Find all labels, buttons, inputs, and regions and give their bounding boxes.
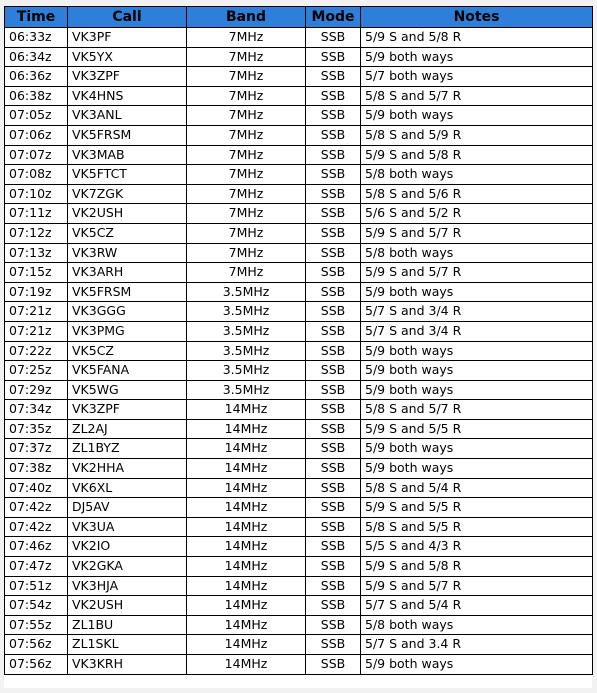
cell-time: 07:51z xyxy=(5,576,68,596)
cell-time: 07:55z xyxy=(5,615,68,635)
cell-band: 14MHz xyxy=(187,439,306,459)
table-row xyxy=(5,655,593,675)
cell-mode: SSB xyxy=(306,204,361,224)
cell-call: VK2IO xyxy=(68,537,187,557)
cell-mode: SSB xyxy=(306,184,361,204)
cell-time: 07:12z xyxy=(5,223,68,243)
cell-notes: 5/9 S and 5/8 R xyxy=(361,145,593,165)
header-notes: Notes xyxy=(361,7,593,28)
cell-band: 14MHz xyxy=(187,478,306,498)
cell-band: 7MHz xyxy=(187,86,306,106)
cell-call: VK3GGG xyxy=(68,302,187,322)
table-row xyxy=(5,67,593,87)
cell-time: 07:11z xyxy=(5,204,68,224)
cell-band: 14MHz xyxy=(187,459,306,479)
cell-mode: SSB xyxy=(306,47,361,67)
cell-time: 07:10z xyxy=(5,184,68,204)
cell-time: 06:38z xyxy=(5,86,68,106)
table-row xyxy=(5,86,593,106)
cell-band: 7MHz xyxy=(187,125,306,145)
cell-call: VK5CZ xyxy=(68,223,187,243)
cell-band: 3.5MHz xyxy=(187,302,306,322)
cell-time: 07:13z xyxy=(5,243,68,263)
cell-call: VK2HHA xyxy=(68,459,187,479)
cell-mode: SSB xyxy=(306,517,361,537)
cell-time: 07:42z xyxy=(5,498,68,518)
header-row xyxy=(5,7,593,28)
cell-band: 3.5MHz xyxy=(187,282,306,302)
cell-time: 06:33z xyxy=(5,28,68,48)
cell-band: 7MHz xyxy=(187,223,306,243)
table-row xyxy=(5,576,593,596)
cell-call: VK7ZGK xyxy=(68,184,187,204)
cell-call: VK2GKA xyxy=(68,557,187,577)
cell-mode: SSB xyxy=(306,145,361,165)
cell-call: VK5FANA xyxy=(68,361,187,381)
cell-notes: 5/8 S and 5/4 R xyxy=(361,478,593,498)
cell-call: ZL1BYZ xyxy=(68,439,187,459)
cell-call: VK4HNS xyxy=(68,86,187,106)
cell-band: 7MHz xyxy=(187,165,306,185)
cell-call: VK2USH xyxy=(68,204,187,224)
cell-time: 07:34z xyxy=(5,400,68,420)
table-row xyxy=(5,498,593,518)
cell-mode: SSB xyxy=(306,439,361,459)
cell-call: ZL1BU xyxy=(68,615,187,635)
cell-mode: SSB xyxy=(306,67,361,87)
cell-mode: SSB xyxy=(306,655,361,675)
cell-notes: 5/7 both ways xyxy=(361,67,593,87)
cell-time: 06:34z xyxy=(5,47,68,67)
cell-time: 07:05z xyxy=(5,106,68,126)
cell-call: VK3PMG xyxy=(68,321,187,341)
cell-notes: 5/7 S and 3/4 R xyxy=(361,302,593,322)
cell-time: 07:38z xyxy=(5,459,68,479)
cell-notes: 5/8 S and 5/9 R xyxy=(361,125,593,145)
table-row xyxy=(5,282,593,302)
cell-notes: 5/7 S and 3.4 R xyxy=(361,635,593,655)
cell-band: 3.5MHz xyxy=(187,321,306,341)
cell-notes: 5/9 both ways xyxy=(361,106,593,126)
cell-band: 14MHz xyxy=(187,537,306,557)
cell-mode: SSB xyxy=(306,223,361,243)
table-row xyxy=(5,28,593,48)
cell-call: VK5CZ xyxy=(68,341,187,361)
cell-mode: SSB xyxy=(306,596,361,616)
cell-notes: 5/9 both ways xyxy=(361,459,593,479)
table-row xyxy=(5,380,593,400)
table-row xyxy=(5,419,593,439)
cell-mode: SSB xyxy=(306,537,361,557)
cell-time: 07:29z xyxy=(5,380,68,400)
cell-time: 07:35z xyxy=(5,419,68,439)
cell-time: 07:40z xyxy=(5,478,68,498)
cell-mode: SSB xyxy=(306,635,361,655)
cell-time: 06:36z xyxy=(5,67,68,87)
header-time: Time xyxy=(5,7,68,28)
log-table xyxy=(4,6,593,675)
table-row xyxy=(5,204,593,224)
cell-band: 14MHz xyxy=(187,655,306,675)
table-row xyxy=(5,341,593,361)
cell-notes: 5/9 both ways xyxy=(361,361,593,381)
cell-notes: 5/9 S and 5/7 R xyxy=(361,576,593,596)
table-row xyxy=(5,263,593,283)
cell-mode: SSB xyxy=(306,498,361,518)
cell-notes: 5/6 S and 5/2 R xyxy=(361,204,593,224)
cell-notes: 5/7 S and 5/4 R xyxy=(361,596,593,616)
cell-time: 07:46z xyxy=(5,537,68,557)
contact-log xyxy=(4,6,592,688)
cell-mode: SSB xyxy=(306,576,361,596)
table-row xyxy=(5,243,593,263)
table-row xyxy=(5,302,593,322)
table-row xyxy=(5,557,593,577)
table-row xyxy=(5,47,593,67)
cell-call: VK3ZPF xyxy=(68,67,187,87)
cell-notes: 5/9 both ways xyxy=(361,655,593,675)
cell-time: 07:19z xyxy=(5,282,68,302)
table-row xyxy=(5,361,593,381)
cell-time: 07:08z xyxy=(5,165,68,185)
cell-mode: SSB xyxy=(306,400,361,420)
cell-call: VK3RW xyxy=(68,243,187,263)
cell-notes: 5/8 both ways xyxy=(361,165,593,185)
cell-time: 07:56z xyxy=(5,655,68,675)
table-row xyxy=(5,478,593,498)
cell-notes: 5/9 S and 5/8 R xyxy=(361,557,593,577)
cell-call: ZL2AJ xyxy=(68,419,187,439)
cell-band: 7MHz xyxy=(187,47,306,67)
cell-call: VK2USH xyxy=(68,596,187,616)
cell-band: 14MHz xyxy=(187,596,306,616)
header-mode: Mode xyxy=(306,7,361,28)
cell-time: 07:37z xyxy=(5,439,68,459)
cell-call: VK3PF xyxy=(68,28,187,48)
table-row xyxy=(5,400,593,420)
cell-call: VK3UA xyxy=(68,517,187,537)
table-row xyxy=(5,145,593,165)
table-row xyxy=(5,596,593,616)
cell-call: VK5YX xyxy=(68,47,187,67)
table-row xyxy=(5,165,593,185)
cell-call: VK5WG xyxy=(68,380,187,400)
table-row xyxy=(5,459,593,479)
cell-mode: SSB xyxy=(306,321,361,341)
cell-call: VK5FRSM xyxy=(68,282,187,302)
log-table-header xyxy=(5,7,593,28)
cell-time: 07:21z xyxy=(5,302,68,322)
cell-band: 14MHz xyxy=(187,635,306,655)
cell-mode: SSB xyxy=(306,263,361,283)
cell-time: 07:54z xyxy=(5,596,68,616)
cell-band: 7MHz xyxy=(187,243,306,263)
header-band: Band xyxy=(187,7,306,28)
table-row xyxy=(5,615,593,635)
cell-notes: 5/9 S and 5/8 R xyxy=(361,28,593,48)
cell-band: 7MHz xyxy=(187,184,306,204)
cell-time: 07:21z xyxy=(5,321,68,341)
cell-mode: SSB xyxy=(306,615,361,635)
cell-call: VK3ARH xyxy=(68,263,187,283)
cell-band: 14MHz xyxy=(187,400,306,420)
cell-call: VK3HJA xyxy=(68,576,187,596)
cell-call: VK6XL xyxy=(68,478,187,498)
cell-mode: SSB xyxy=(306,302,361,322)
cell-mode: SSB xyxy=(306,28,361,48)
header-call: Call xyxy=(68,7,187,28)
cell-time: 07:42z xyxy=(5,517,68,537)
cell-notes: 5/9 both ways xyxy=(361,282,593,302)
cell-call: VK5FRSM xyxy=(68,125,187,145)
cell-mode: SSB xyxy=(306,243,361,263)
cell-mode: SSB xyxy=(306,125,361,145)
table-row xyxy=(5,439,593,459)
cell-mode: SSB xyxy=(306,459,361,479)
cell-band: 14MHz xyxy=(187,419,306,439)
cell-notes: 5/8 both ways xyxy=(361,615,593,635)
cell-call: VK3KRH xyxy=(68,655,187,675)
cell-mode: SSB xyxy=(306,106,361,126)
cell-notes: 5/9 both ways xyxy=(361,341,593,361)
cell-call: DJ5AV xyxy=(68,498,187,518)
cell-mode: SSB xyxy=(306,380,361,400)
cell-mode: SSB xyxy=(306,361,361,381)
cell-mode: SSB xyxy=(306,557,361,577)
table-row xyxy=(5,184,593,204)
cell-band: 7MHz xyxy=(187,204,306,224)
cell-mode: SSB xyxy=(306,478,361,498)
cell-band: 7MHz xyxy=(187,67,306,87)
cell-notes: 5/9 both ways xyxy=(361,439,593,459)
table-row xyxy=(5,125,593,145)
cell-mode: SSB xyxy=(306,282,361,302)
cell-call: ZL1SKL xyxy=(68,635,187,655)
table-row xyxy=(5,223,593,243)
table-row xyxy=(5,321,593,341)
cell-mode: SSB xyxy=(306,419,361,439)
cell-notes: 5/9 both ways xyxy=(361,47,593,67)
cell-band: 14MHz xyxy=(187,615,306,635)
log-table-body xyxy=(5,28,593,675)
table-row xyxy=(5,537,593,557)
cell-mode: SSB xyxy=(306,165,361,185)
cell-band: 7MHz xyxy=(187,28,306,48)
cell-band: 7MHz xyxy=(187,106,306,126)
cell-time: 07:47z xyxy=(5,557,68,577)
cell-band: 3.5MHz xyxy=(187,380,306,400)
cell-band: 3.5MHz xyxy=(187,341,306,361)
cell-band: 14MHz xyxy=(187,576,306,596)
cell-time: 07:07z xyxy=(5,145,68,165)
cell-band: 7MHz xyxy=(187,145,306,165)
cell-notes: 5/9 S and 5/5 R xyxy=(361,419,593,439)
cell-band: 14MHz xyxy=(187,498,306,518)
cell-call: VK5FTCT xyxy=(68,165,187,185)
cell-notes: 5/9 S and 5/5 R xyxy=(361,498,593,518)
cell-notes: 5/5 S and 4/3 R xyxy=(361,537,593,557)
cell-time: 07:15z xyxy=(5,263,68,283)
table-row xyxy=(5,517,593,537)
cell-notes: 5/9 both ways xyxy=(361,380,593,400)
cell-notes: 5/8 S and 5/7 R xyxy=(361,400,593,420)
cell-notes: 5/8 S and 5/6 R xyxy=(361,184,593,204)
cell-band: 14MHz xyxy=(187,557,306,577)
cell-mode: SSB xyxy=(306,86,361,106)
cell-time: 07:06z xyxy=(5,125,68,145)
cell-band: 7MHz xyxy=(187,263,306,283)
cell-notes: 5/7 S and 3/4 R xyxy=(361,321,593,341)
cell-mode: SSB xyxy=(306,341,361,361)
cell-time: 07:25z xyxy=(5,361,68,381)
cell-band: 3.5MHz xyxy=(187,361,306,381)
table-row xyxy=(5,106,593,126)
cell-notes: 5/8 S and 5/7 R xyxy=(361,86,593,106)
cell-notes: 5/9 S and 5/7 R xyxy=(361,263,593,283)
cell-call: VK3ZPF xyxy=(68,400,187,420)
cell-band: 14MHz xyxy=(187,517,306,537)
cell-notes: 5/9 S and 5/7 R xyxy=(361,223,593,243)
table-row xyxy=(5,635,593,655)
cell-call: VK3ANL xyxy=(68,106,187,126)
cell-call: VK3MAB xyxy=(68,145,187,165)
cell-time: 07:56z xyxy=(5,635,68,655)
cell-notes: 5/8 S and 5/5 R xyxy=(361,517,593,537)
cell-time: 07:22z xyxy=(5,341,68,361)
cell-notes: 5/8 both ways xyxy=(361,243,593,263)
